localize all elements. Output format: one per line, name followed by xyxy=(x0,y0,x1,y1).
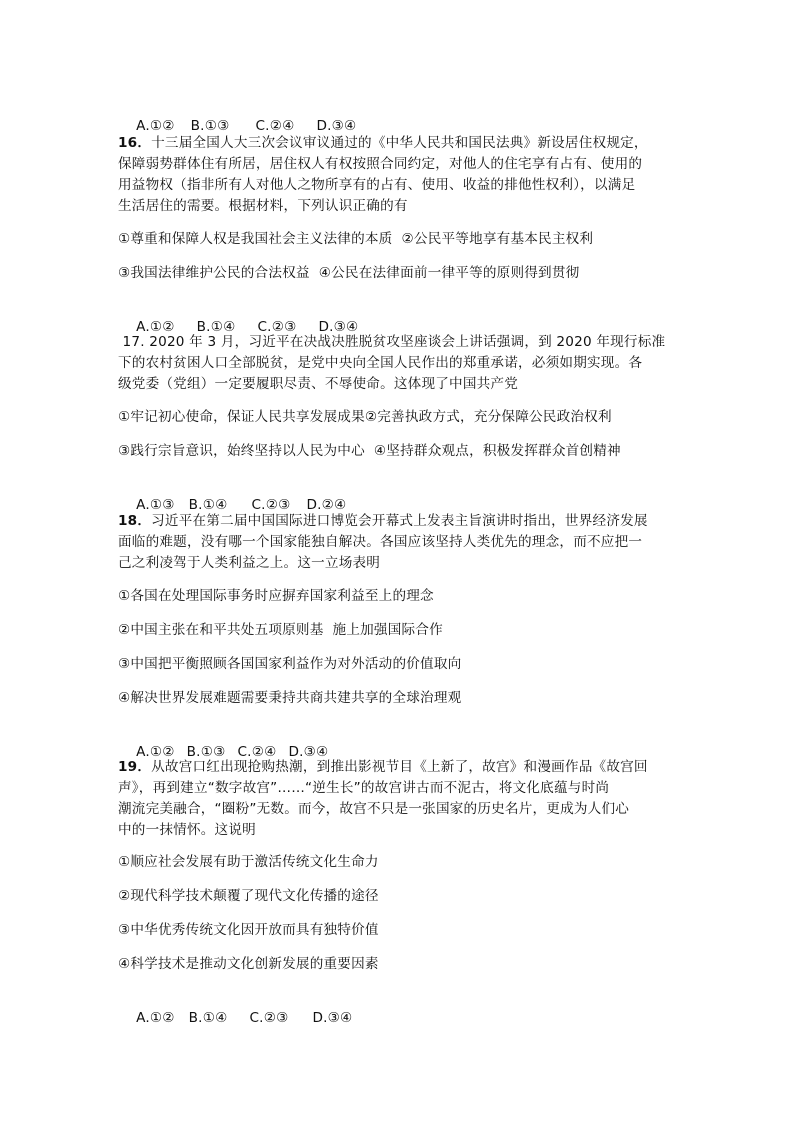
q18-option-line-2: ②中国主张在和平共处五项原则基 施上加强国际合作 xyxy=(118,622,443,638)
q17-choice-d: D.②④ xyxy=(306,497,347,513)
q18-choice-d: D.③④ xyxy=(288,744,329,760)
q18-stem-line-3: 己之利凌驾于人类利益之上。这一立场表明 xyxy=(118,555,381,571)
q18-option-line-1: ①各国在处理国际事务时应摒弃国家利益至上的理念 xyxy=(118,588,434,604)
q16-choice-d: D.③④ xyxy=(318,319,359,335)
q16-choice-c: C.②③ xyxy=(257,319,297,335)
q19-option-line-2: ②现代科学技术颠覆了现代文化传播的途径 xyxy=(118,888,379,904)
q17-choice-c: C.②③ xyxy=(251,497,291,513)
q18-choice-a: A.①② xyxy=(136,744,175,760)
q16-stem-line-2: 保障弱势群体住有所居，居住权人有权按照合同约定，对他人的住宅享有占有、使用的 xyxy=(118,156,643,172)
q16-option-line-2: ③我国法律维护公民的合法权益 ④公民在法律面前一律平等的原则得到贯彻 xyxy=(118,265,580,281)
q19-option-line-1: ①顺应社会发展有助于激活传统文化生命力 xyxy=(118,854,379,870)
q16-stem-line-4: 生活居住的需要。根据材料，下列认识正确的有 xyxy=(118,198,408,214)
q19-stem-line-3: 潮流完美融合，“圈粉”无数。而今，故宫不只是一张国家的历史名片，更成为人们心 xyxy=(118,801,630,817)
q18-option-line-4: ④解决世界发展难题需要秉持共商共建共享的全球治理观 xyxy=(118,690,462,706)
q19-choices xyxy=(118,988,378,1048)
q18-number: 18． xyxy=(118,513,152,529)
q18-stem-line-2: 面临的难题，没有哪一个国家能独自解决。各国应该坚持人类优先的理念，而不应把一 xyxy=(118,534,643,550)
q17-stem-line-1: 17. 2020 年 3 月，习近平在决战决胜脱贫攻坚座谈会上讲话强调，到 2020 年现行标准 xyxy=(118,334,666,350)
q16-choice-b: B.①④ xyxy=(196,319,236,335)
q16-option-line-1: ①尊重和保障人权是我国社会主义法律的本质 ②公民平等地享有基本民主权利 xyxy=(118,231,594,247)
q18-choice-c: C.②④ xyxy=(237,744,277,760)
q16-choice-a: A.①② xyxy=(136,319,175,335)
q17-option-line-1: ①牢记初心使命，保证人民共享发展成果②完善执政方式，充分保障公民政治权利 xyxy=(118,409,612,425)
q19-number: 19． xyxy=(118,759,152,775)
q17-stem-line-2: 下的农村贫困人口全部脱贫，是党中央向全国人民作出的郑重承诺，必须如期实现。各 xyxy=(118,355,643,371)
q15-choice-a: A.①② xyxy=(136,118,175,134)
q19-stem-line-4: 中的一抹情怀。这说明 xyxy=(118,822,256,838)
q15-choice-c: C.②④ xyxy=(255,118,295,134)
q17-choice-b: B.①④ xyxy=(188,497,228,513)
q19-option-line-4: ④科学技术是推动文化创新发展的重要因素 xyxy=(118,956,379,972)
q19-choice-a: A.①② xyxy=(136,1010,175,1026)
q19-choice-c: C.②③ xyxy=(249,1010,289,1026)
q19-option-line-3: ③中华优秀传统文化因开放而具有独特价值 xyxy=(118,922,379,938)
q18-option-line-3: ③中国把平衡照顾各国国家利益作为对外活动的价值取向 xyxy=(118,656,462,672)
q18-stem-line-1: 18．习近平在第二届中国国际进口博览会开幕式上发表主旨演讲时指出，世界经济发展 xyxy=(118,513,648,529)
q15-choice-b: B.①③ xyxy=(190,118,230,134)
q16-stem-line-1: 16．十三届全国人大三次会议审议通过的《中华人民共和国民法典》新设居住权规定， xyxy=(118,135,648,151)
q16-number: 16． xyxy=(118,135,152,151)
q17-stem-line-3: 级党委（党组）一定要履职尽责、不辱使命。这体现了中国共产党 xyxy=(118,376,519,392)
q17-option-line-2: ③践行宗旨意识，始终坚持以人民为中心 ④坚持群众观点，积极发挥群众首创精神 xyxy=(118,443,621,459)
q17-choice-a: A.①③ xyxy=(136,497,175,513)
q19-choice-d: D.③④ xyxy=(312,1010,353,1026)
q19-stem-line-2: 声》，再到建立“数字故宫”……“逆生长”的故宫讲古而不泥古，将文化底蕴与时尚 xyxy=(118,780,610,796)
q16-stem-line-3: 用益物权（指非所有人对他人之物所享有的占有、使用、收益的排他性权利），以满足 xyxy=(118,177,636,193)
q18-choice-b: B.①③ xyxy=(186,744,226,760)
q15-choice-d: D.③④ xyxy=(316,118,357,134)
q19-choice-b: B.①④ xyxy=(188,1010,228,1026)
q19-stem-line-1: 19．从故宫口红出现抢购热潮，到推出影视节目《上新了，故宫》和漫画作品《故宫回 xyxy=(118,759,648,775)
